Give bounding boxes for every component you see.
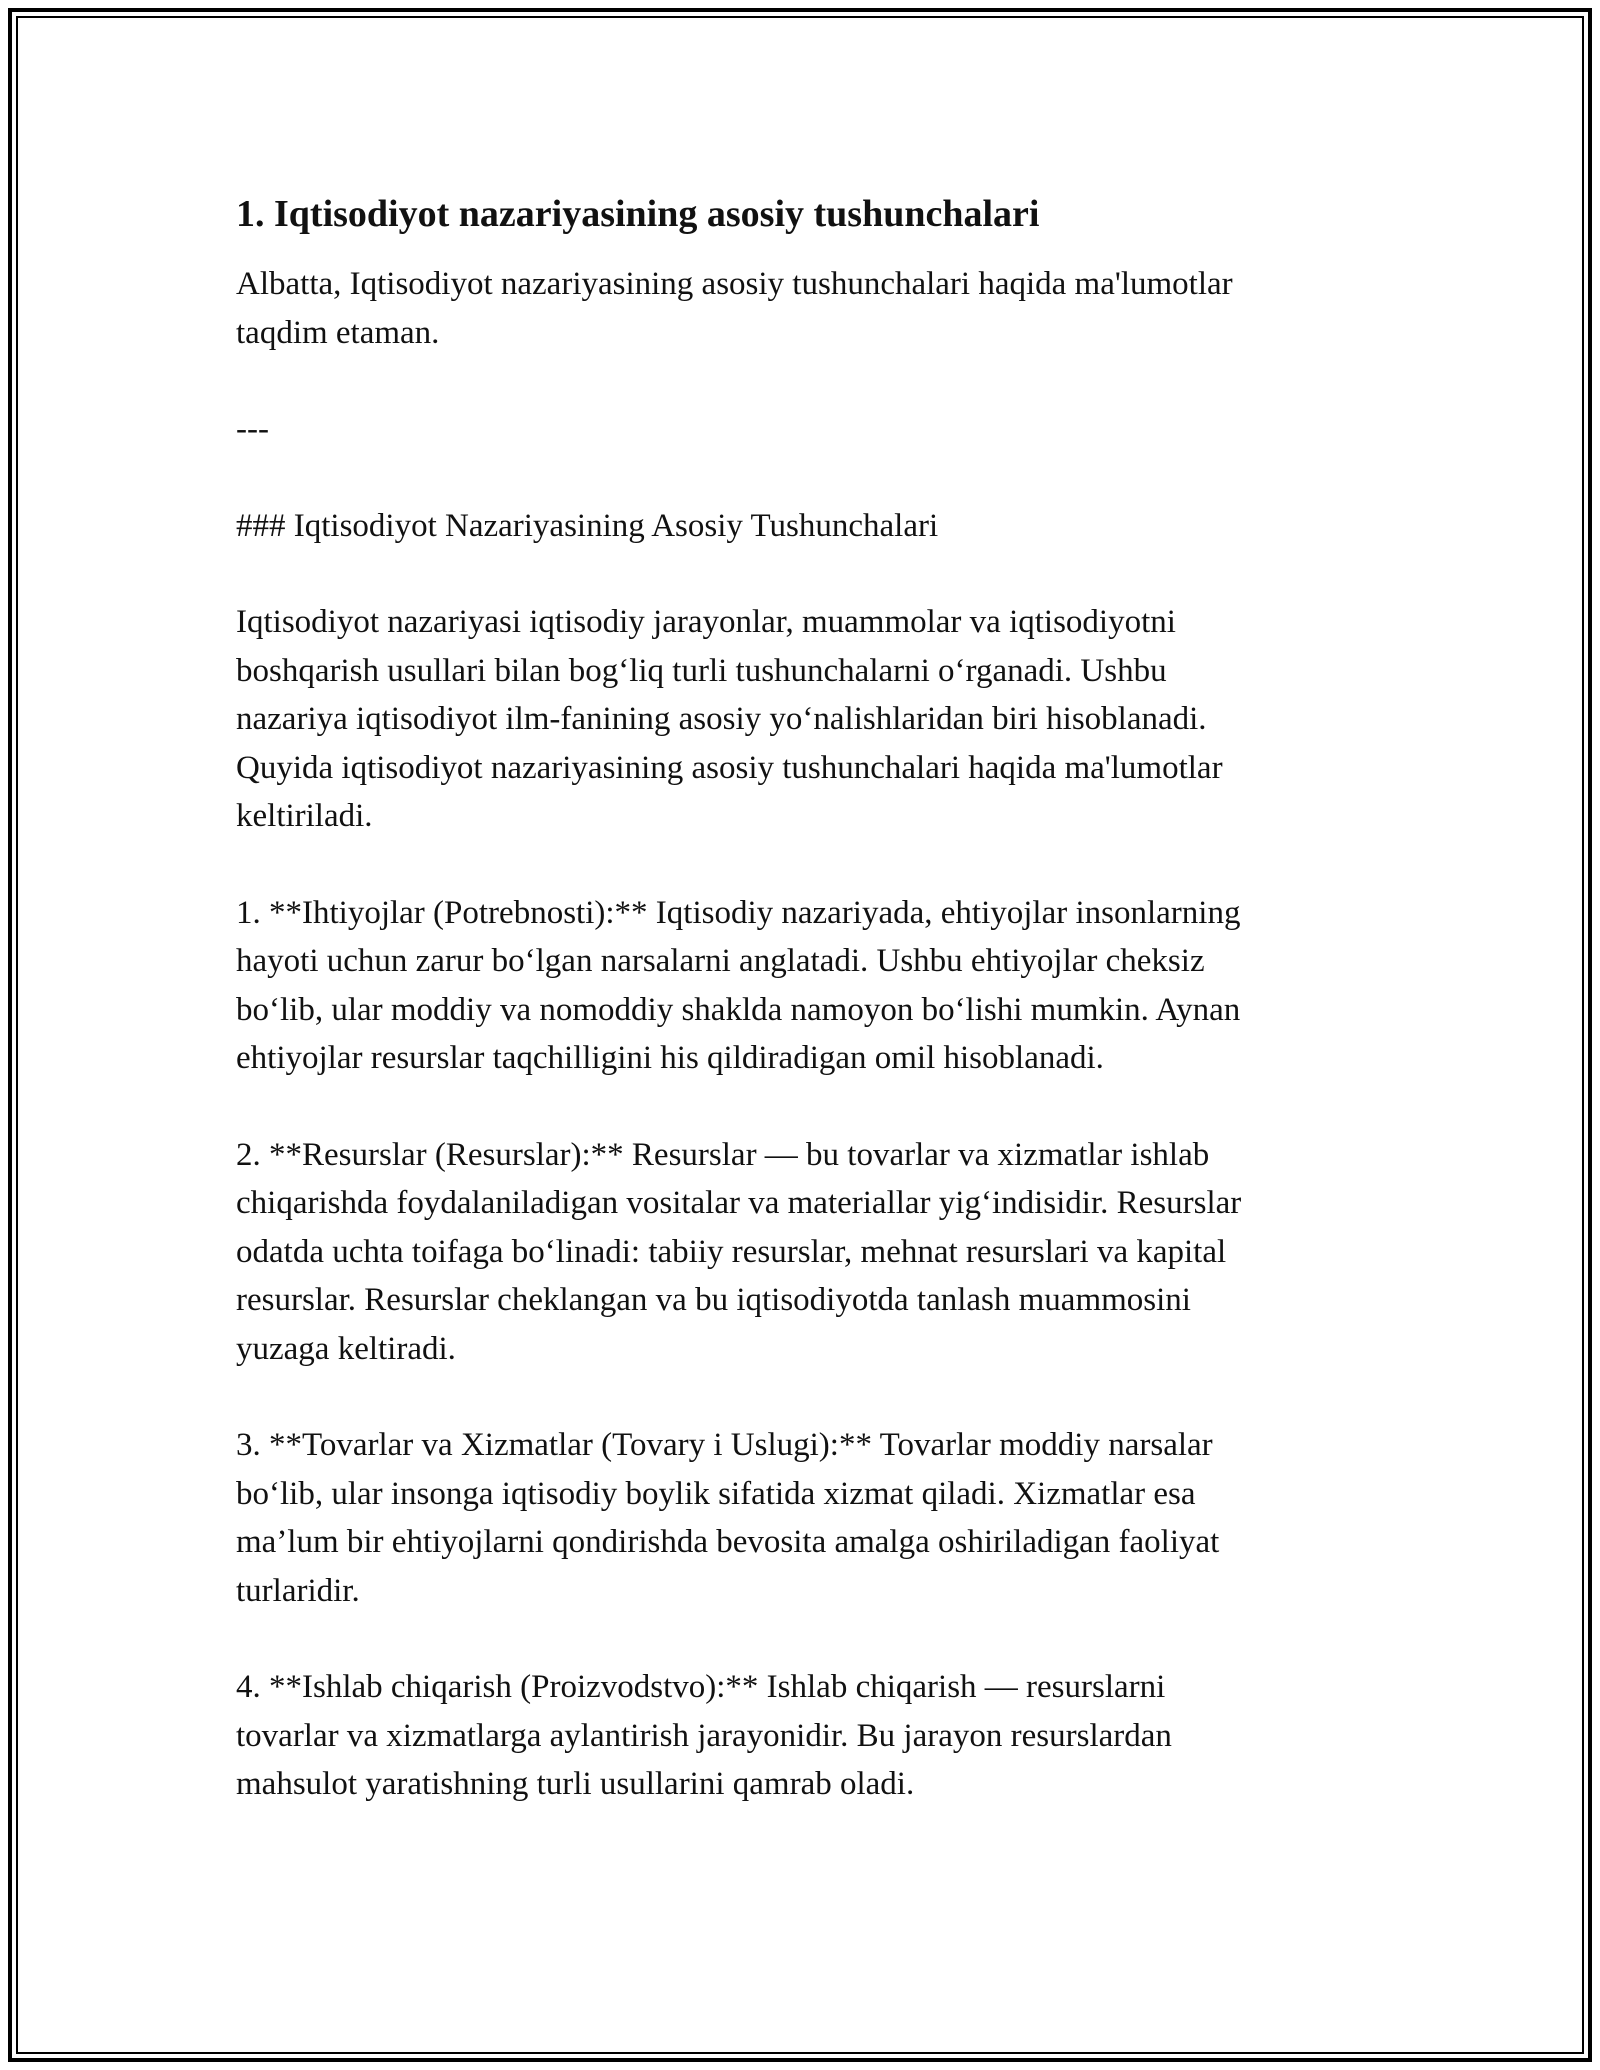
list-item-production: 4. **Ishlab chiqarish (Proizvodstvo):** Ishlab chiqarish — resurslarni tovarlar va xizmatlarga aylantirish jarayonidir. Bu jarayon resurslardan mahsulot yaratishning turli usullarini qamrab oladi. bbox=[236, 1669, 1172, 1802]
section-subheading: ### Iqtisodiyot Nazariyasining Asosiy Tushunchalari bbox=[236, 507, 939, 544]
document-body bbox=[236, 186, 1376, 1809]
list-item-goods-services: 3. **Tovarlar va Xizmatlar (Tovary i Uslugi):** Tovarlar moddiy narsalar bo‘lib, ular insonga iqtisodiy boylik sifatida xizmat qiladi. Xizmatlar esa ma’lum bir ehtiyojlarni qondirishda bevosita amalga oshiriladigan faoliyat turlaridir. bbox=[236, 1427, 1220, 1609]
list-item-needs: 1. **Ihtiyojlar (Potrebnosti):** Iqtisodiy nazariyada, ehtiyojlar insonlarning hayoti uchun zarur bo‘lgan narsalarni anglatadi. Ushbu ehtiyojlar cheksiz bo‘lib, ular moddiy va nomoddiy shaklda namoyon bo‘lishi mumkin. Aynan ehtiyojlar resurslar taqchilligini his qildiradigan omil hisoblanadi. bbox=[236, 894, 1241, 1076]
overview-paragraph: Iqtisodiyot nazariyasi iqtisodiy jarayonlar, muammolar va iqtisodiyotni boshqarish usullari bilan bog‘liq turli tushunchalarni o‘rganadi. Ushbu nazariya iqtisodiyot ilm-fanining asosiy yo‘nalishlaridan biri hisoblanadi. Quyida iqtisodiyot nazariyasining asosiy tushunchalari haqida ma'lumotlar keltiriladi. bbox=[236, 604, 1223, 834]
list-item-resources: 2. **Resurslar (Resurslar):** Resurslar — bu tovarlar va xizmatlar ishlab chiqarishda foydalaniladigan vositalar va materiallar yig‘indisidir. Resurslar odatda uchta toifaga bo‘linadi: tabiiy resurslar, mehnat resurslari va kapital resurslar. Resurslar cheklangan va bu iqtisodiyotda tanlash muammosini yuzaga keltiradi. bbox=[236, 1136, 1242, 1367]
intro-paragraph: Albatta, Iqtisodiyot nazariyasining asosiy tushunchalari haqida ma'lumotlar taqdim etaman. bbox=[236, 266, 1233, 351]
separator-line: --- bbox=[236, 411, 269, 447]
document-title: 1. Iqtisodiyot nazariyasining asosiy tushunchalari bbox=[236, 193, 1040, 235]
